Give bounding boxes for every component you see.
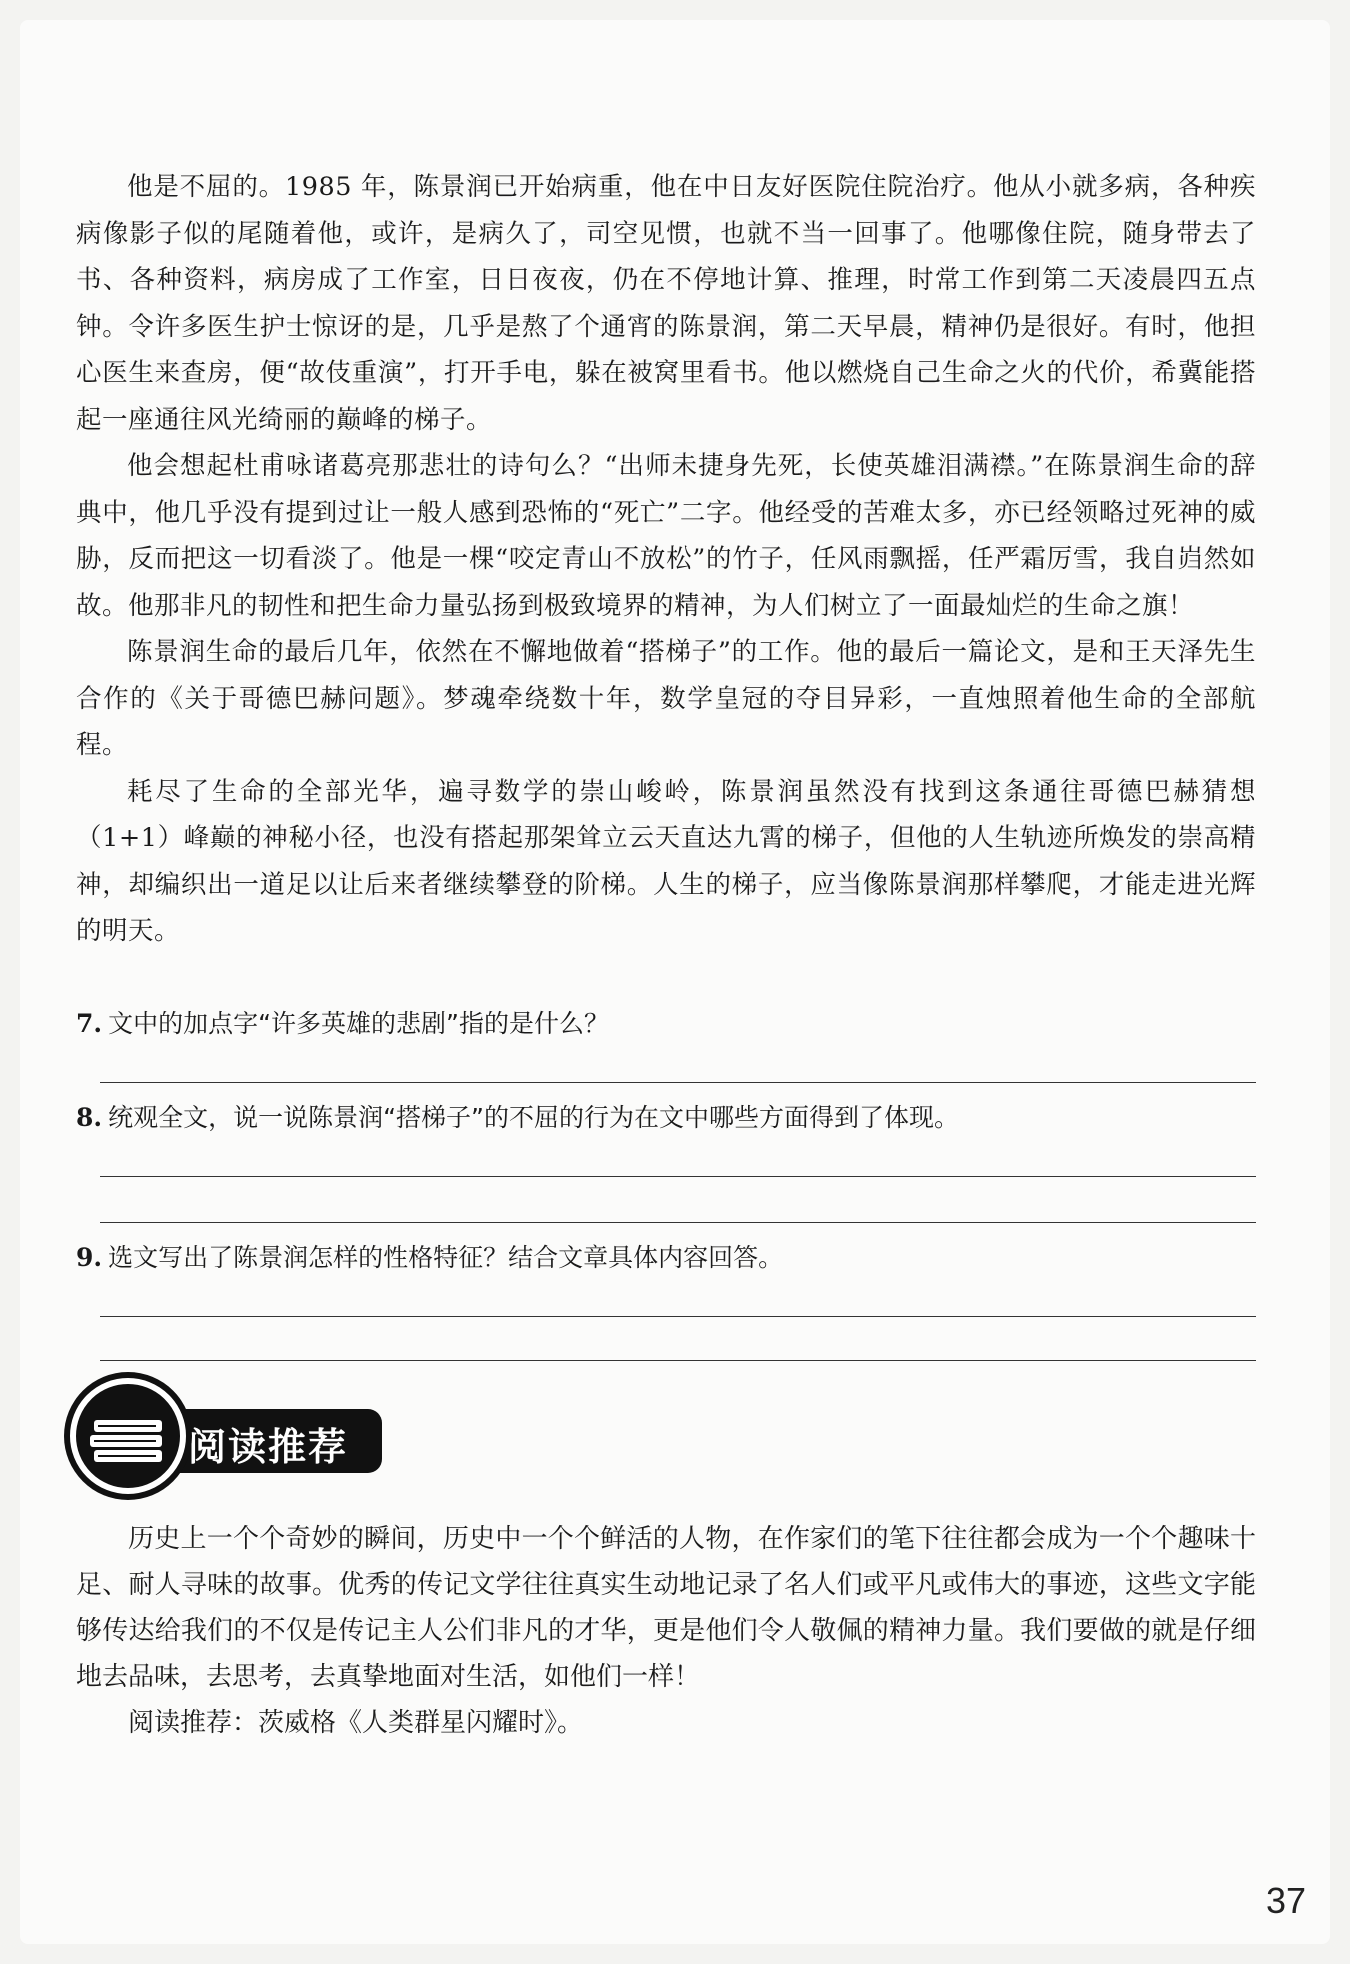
question-number: 9. bbox=[76, 1243, 103, 1272]
question-7 bbox=[76, 1004, 1256, 1044]
section-title: 阅读推荐 bbox=[188, 1425, 349, 1469]
reading-recommendation-banner bbox=[70, 1378, 390, 1502]
answer-line-8-2[interactable] bbox=[100, 1222, 1256, 1223]
answer-line-8-1[interactable] bbox=[100, 1176, 1256, 1177]
question-text: 统观全文，说一说陈景润“搭梯子”的不屈的行为在文中哪些方面得到了体现。 bbox=[108, 1103, 960, 1132]
page-number: 37 bbox=[1265, 1880, 1306, 1921]
paragraph-1: 他是不屈的。1985 年，陈景润已开始病重，他在中日友好医院住院治疗。他从小就多病，各种疾病像影子似的尾随着他，或许，是病久了，司空见惯，也就不当一回事了。他哪像住院，随身带去了书、各种资料，病房成了工作室，日日夜夜，仍在不停地计算、推理，时常工作到第二天凌晨四五点钟。令许多医生护士惊讶的是，几乎是熬了个通宵的陈景润，第二天早晨，精神仍是很好。有时，他担心医生来查房，便“故伎重演”，打开手电，躲在被窝里看书。他以燃烧自己生命之火的代价，希冀能搭起一座通往风光绮丽的巅峰的梯子。 bbox=[76, 172, 1256, 435]
reading-passage bbox=[76, 164, 1256, 955]
paragraph-4: 耗尽了生命的全部光华，遍寻数学的崇山峻岭，陈景润虽然没有找到这条通往哥德巴赫猜想（1+1）峰巅的神秘小径，也没有搭起那架耸立云天直达九霄的梯子，但他的人生轨迹所焕发的崇高精神，却编织出一道足以让后来者继续攀登的阶梯。人生的梯子，应当像陈景润那样攀爬，才能走进光辉的明天。 bbox=[76, 776, 1256, 946]
paragraph-2: 他会想起杜甫咏诸葛亮那悲壮的诗句么？“出师未捷身先死，长使英雄泪满襟。”在陈景润生命的辞典中，他几乎没有提到过让一般人感到恐怖的“死亡”二字。他经受的苦难太多，亦已经领略过死神的威胁，反而把这一切看淡了。他是一棵“咬定青山不放松”的竹子，任风雨飘摇，任严霜厉雪，我自岿然如故。他那非凡的韧性和把生命力量弘扬到极致境界的精神，为人们树立了一面最灿烂的生命之旗！ bbox=[76, 451, 1256, 621]
question-9 bbox=[76, 1238, 1256, 1278]
recommendation-intro: 历史上一个个奇妙的瞬间，历史中一个个鲜活的人物，在作家们的笔下往往都会成为一个个趣味十足、耐人寻味的故事。优秀的传记文学往往真实生动地记录了名人们或平凡或伟大的事迹，这些文字能够传达给我们的不仅是传记主人公们非凡的才华，更是他们令人敬佩的精神力量。我们要做的就是仔细地去品味，去思考，去真挚地面对生活，如他们一样！ bbox=[76, 1524, 1256, 1692]
books-icon bbox=[76, 1384, 180, 1488]
question-number: 8. bbox=[76, 1103, 103, 1132]
question-8 bbox=[76, 1098, 1256, 1138]
question-text: 文中的加点字“许多英雄的悲剧”指的是什么？ bbox=[108, 1009, 610, 1038]
answer-line-9-1[interactable] bbox=[100, 1316, 1256, 1317]
answer-line-9-2[interactable] bbox=[100, 1360, 1256, 1361]
banner-badge bbox=[70, 1378, 186, 1494]
question-number: 7. bbox=[76, 1009, 103, 1038]
recommended-book: 阅读推荐：茨威格《人类群星闪耀时》。 bbox=[128, 1708, 584, 1738]
question-text: 选文写出了陈景润怎样的性格特征？结合文章具体内容回答。 bbox=[108, 1243, 784, 1272]
paragraph-3: 陈景润生命的最后几年，依然在不懈地做着“搭梯子”的工作。他的最后一篇论文，是和王天泽先生合作的《关于哥德巴赫问题》。梦魂牵绕数十年，数学皇冠的夺目异彩，一直烛照着他生命的全部航程。 bbox=[76, 637, 1256, 760]
answer-line-7-1[interactable] bbox=[100, 1082, 1256, 1083]
recommendation-text bbox=[76, 1516, 1256, 1746]
